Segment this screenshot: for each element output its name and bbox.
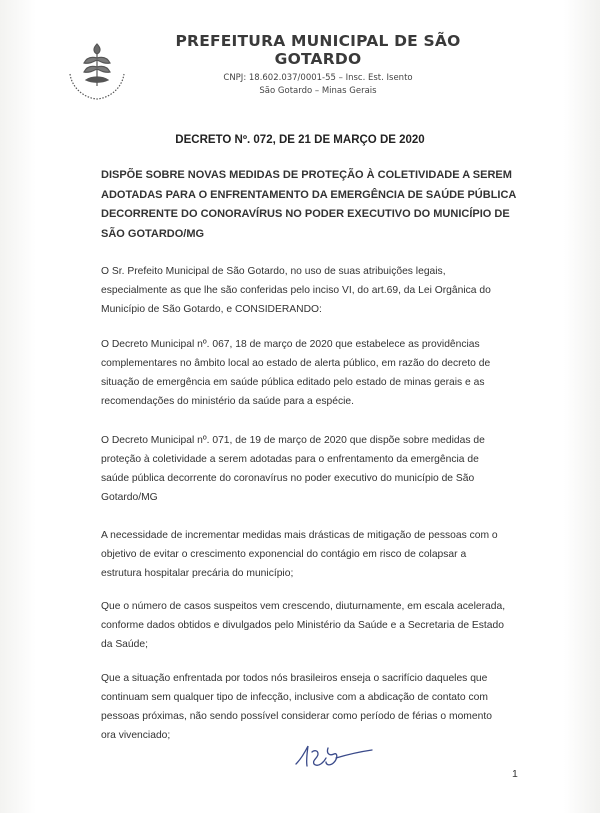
municipal-crest-icon bbox=[62, 34, 132, 104]
paragraph-line: O Decreto Municipal nº. 071, de 19 de março de 2020 que dispõe sobre medidas de bbox=[101, 435, 485, 446]
ementa-line: ADOTADAS PARA O ENFRENTAMENTO DA EMERGÊNCIA DE SAÚDE PÚBLICA bbox=[101, 188, 517, 201]
paragraph-line: Que o número de casos suspeitos vem crescendo, diuturnamente, em escala acelerada, bbox=[101, 601, 506, 612]
decree-ementa bbox=[101, 166, 519, 244]
paragraph-line: ora vivenciado; bbox=[101, 730, 171, 741]
paragraph-line: conforme dados obtidos e divulgados pelo Ministério da Saúde e a Secretaria de Estado bbox=[101, 620, 504, 631]
paragraph-sacrifice bbox=[101, 669, 519, 745]
paragraph-line: saúde pública decorrente do coronavírus no poder executivo do município de São bbox=[101, 473, 475, 484]
paragraph-line: situação de emergência em saúde pública editado pelo estado de minas gerais e as bbox=[101, 377, 485, 388]
paragraph-decree-071 bbox=[101, 431, 519, 507]
paragraph-line: continuam sem qualquer tipo de infecção, inclusive com a abdicação de contato com bbox=[101, 692, 488, 703]
ementa-line: DECORRENTE DO CONORAVÍRUS NO PODER EXECUTIVO DO MUNICÍPIO DE bbox=[101, 208, 510, 220]
paragraph-line: O Sr. Prefeito Municipal de São Gotardo, no uso de suas atribuições legais, bbox=[101, 266, 446, 277]
paragraph-line: Que a situação enfrentada por todos nós brasileiros enseja o sacrifício daqueles que bbox=[101, 673, 488, 684]
location-line: São Gotardo – Minas Gerais bbox=[259, 86, 377, 96]
decree-title: DECRETO Nº. 072, DE 21 DE MARÇO DE 2020 bbox=[175, 134, 425, 146]
paragraph-line: da Saúde; bbox=[101, 639, 148, 650]
paragraph-line: especialmente as que lhe são conferidas pelo inciso VI, do art.69, da Lei Orgânica do bbox=[101, 285, 491, 296]
cnpj-line: CNPJ: 18.602.037/0001-55 – Insc. Est. Isento bbox=[223, 73, 413, 83]
paragraph-line: estrutura hospitalar precária do município; bbox=[101, 568, 294, 579]
paragraph-preamble bbox=[101, 262, 519, 319]
paragraph-mitigation bbox=[101, 526, 519, 583]
paragraph-decree-067 bbox=[101, 335, 519, 411]
paragraph-line: O Decreto Municipal nº. 067, 18 de março de 2020 que estabelece as providências bbox=[101, 339, 480, 350]
page-number: 1 bbox=[512, 768, 518, 780]
letterhead bbox=[138, 32, 498, 98]
ementa-line: SÃO GOTARDO/MG bbox=[101, 227, 205, 240]
paragraph-line: recomendações do ministério da saúde para a espécie. bbox=[101, 396, 354, 407]
paragraph-line: A necessidade de incrementar medidas mais drásticas de mitigação de pessoas com o bbox=[101, 530, 498, 541]
paragraph-line: complementares no âmbito local ao estado de alerta público, em razão do decreto de bbox=[101, 358, 491, 369]
paragraph-line: objetivo de evitar o crescimento exponencial do contágio em risco de colapsar a bbox=[101, 549, 467, 560]
paragraph-line: pessoas próximas, não sendo possível considerar como período de férias o momento bbox=[101, 711, 492, 722]
paragraph-line: Gotardo/MG bbox=[101, 492, 158, 503]
handwritten-signature bbox=[292, 738, 378, 772]
org-name: PREFEITURA MUNICIPAL DE SÃO GOTARDO bbox=[175, 32, 461, 68]
paragraph-suspected-cases bbox=[101, 597, 519, 654]
paragraph-line: Município de São Gotardo, e CONSIDERANDO: bbox=[101, 304, 322, 315]
paragraph-line: proteção à coletividade a serem adotadas para o enfrentamento da emergência de bbox=[101, 454, 479, 465]
ementa-line: DISPÕE SOBRE NOVAS MEDIDAS DE PROTEÇÃO À COLETIVIDADE A SEREM bbox=[101, 169, 512, 181]
